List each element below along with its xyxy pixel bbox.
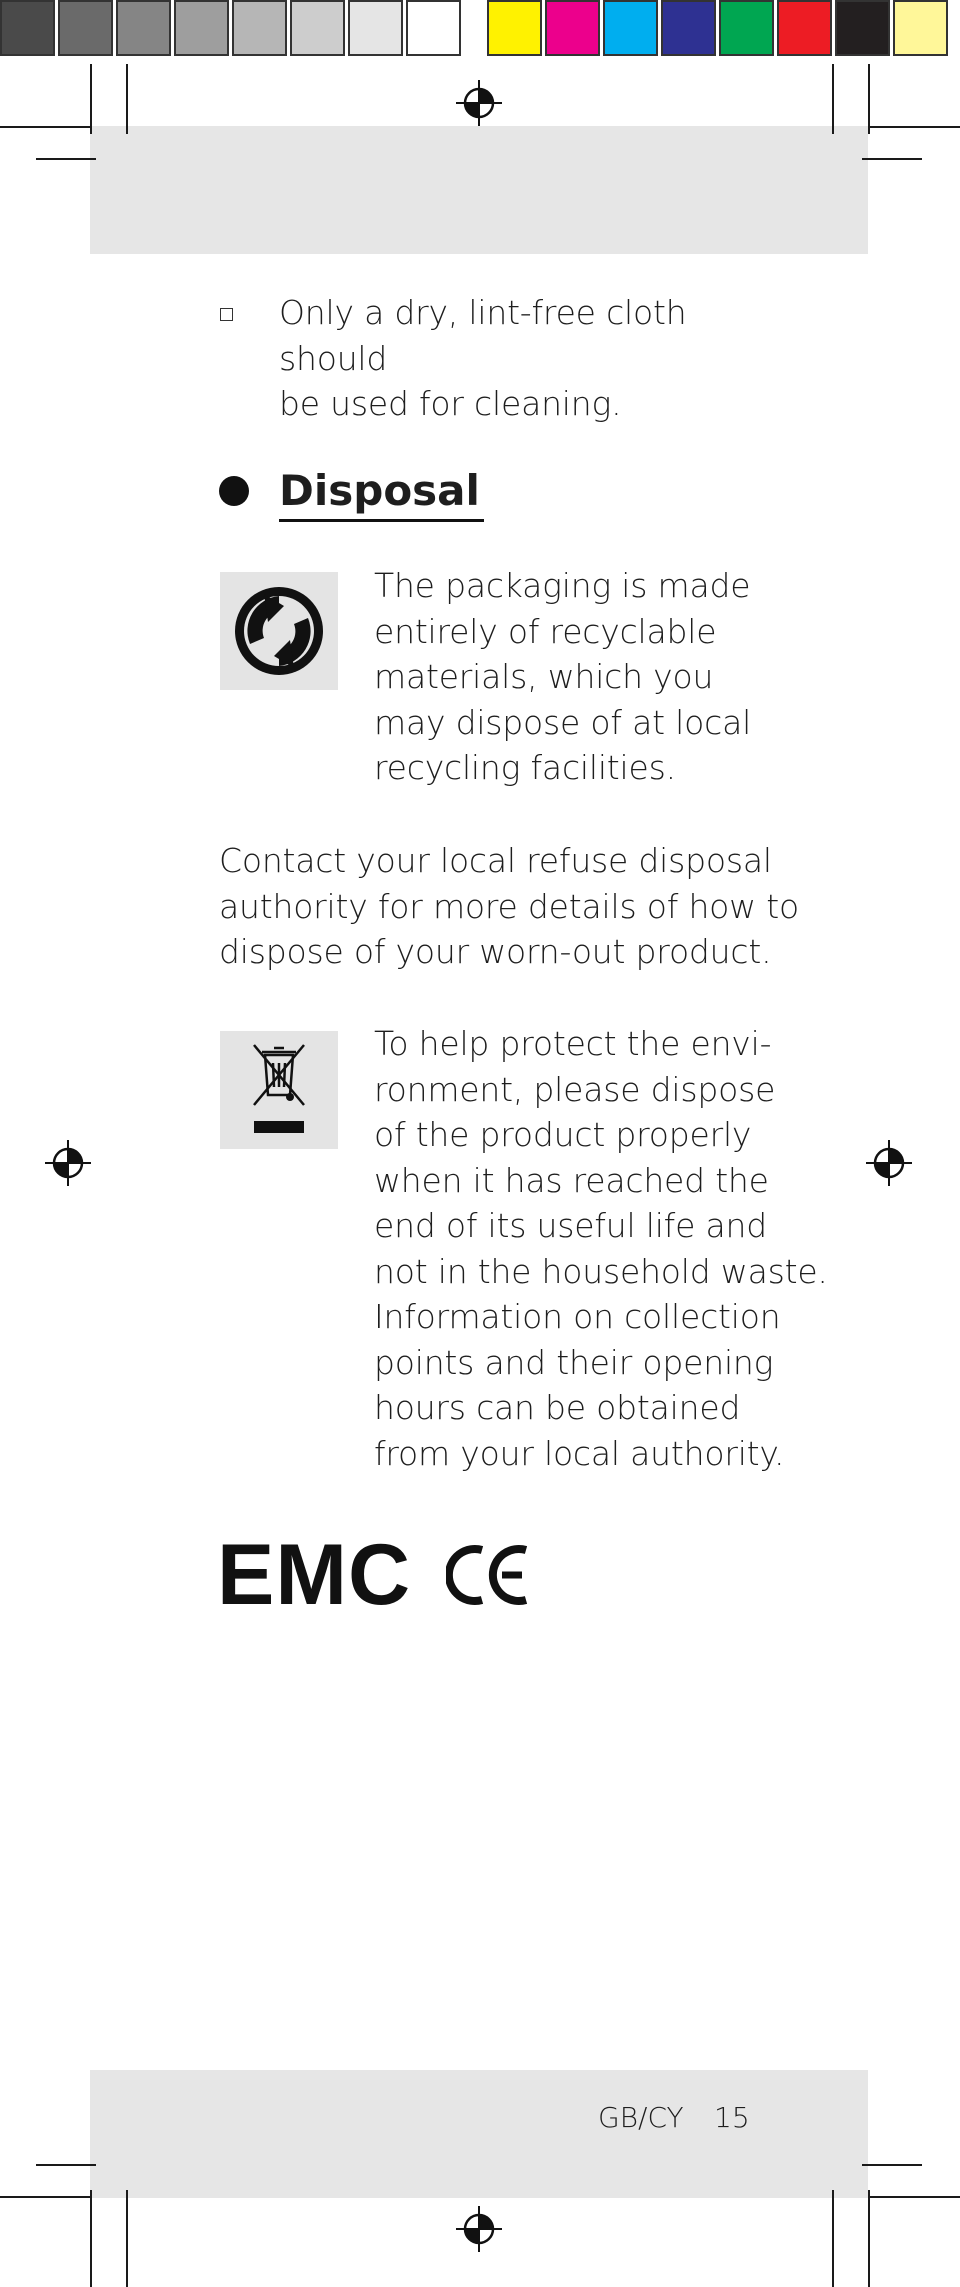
environment-line: end of its useful life and [374, 1206, 767, 1245]
environment-line: of the product properly [374, 1115, 752, 1154]
header-band [90, 126, 868, 254]
footer-band [90, 2070, 868, 2198]
color-swatch [835, 0, 890, 56]
crop-mark [832, 2190, 834, 2287]
bullet-square-icon [220, 308, 233, 321]
crop-mark [862, 2164, 922, 2166]
contact-line: authority for more details of how to [219, 886, 799, 926]
gray-swatch [348, 0, 403, 56]
color-swatch [487, 0, 542, 56]
environment-paragraph [374, 1021, 874, 1476]
cleaning-line: Only a dry, lint-free cloth should [279, 293, 687, 378]
registration-mark-icon [456, 2206, 502, 2252]
heading-bullet-icon [219, 476, 249, 506]
environment-line: when it has reached the [374, 1160, 769, 1200]
gray-calibration-strip [0, 0, 464, 60]
crop-mark [862, 158, 922, 160]
crop-mark [126, 64, 128, 134]
ce-mark-icon [446, 1542, 532, 1608]
color-swatch [545, 0, 600, 56]
crossed-out-wheelie-bin-icon [220, 1031, 338, 1149]
crop-mark [868, 2190, 870, 2287]
environment-line: not in the household waste. [374, 1251, 828, 1291]
crop-mark [0, 126, 90, 128]
gray-swatch [232, 0, 287, 56]
packaging-line: materials, which you [374, 657, 714, 696]
environment-line: hours can be obtained [374, 1388, 741, 1427]
crop-mark [126, 2190, 128, 2287]
gray-swatch [290, 0, 345, 56]
crop-mark [90, 2190, 92, 2287]
registration-mark-icon [456, 80, 502, 126]
recycling-symbol-icon [220, 572, 338, 690]
crop-mark [868, 64, 870, 134]
crop-mark [868, 2196, 960, 2198]
crop-mark [90, 64, 92, 134]
crop-mark [868, 126, 960, 128]
contact-line: Contact your local refuse disposal [219, 841, 772, 880]
weee-icon-box [220, 1031, 338, 1149]
environment-line: points and their opening [374, 1342, 774, 1382]
cleaning-instruction [279, 290, 799, 427]
section-heading-disposal: Disposal [279, 463, 484, 522]
color-calibration-strip [487, 0, 951, 60]
packaging-line: The packaging is made [374, 566, 751, 605]
packaging-paragraph [374, 563, 854, 791]
color-swatch [661, 0, 716, 56]
gray-swatch [406, 0, 461, 56]
environment-line: from your local authority. [374, 1433, 785, 1473]
crop-mark [0, 2196, 90, 2198]
packaging-line: may dispose of at local [374, 702, 752, 742]
packaging-line: recycling facilities. [374, 748, 676, 787]
ce-mark-label: CE [446, 1542, 448, 1543]
color-swatch [719, 0, 774, 56]
gray-swatch [174, 0, 229, 56]
cleaning-line: be used for cleaning. [279, 384, 622, 423]
crop-mark [832, 64, 834, 134]
contact-line: dispose of your worn-out product. [219, 932, 772, 971]
recycling-icon-box [220, 572, 338, 690]
gray-swatch [58, 0, 113, 56]
crop-mark [36, 158, 96, 160]
crop-mark [36, 2164, 96, 2166]
color-swatch [603, 0, 658, 56]
environment-line: Information on collection [374, 1297, 781, 1336]
gray-swatch [116, 0, 171, 56]
emc-mark: EMC [217, 1527, 412, 1623]
packaging-line: entirely of recyclable [374, 611, 717, 651]
footer-region: GB/CY [598, 2101, 684, 2134]
page-number: 15 [714, 2101, 750, 2134]
contact-paragraph [219, 838, 839, 975]
environment-line: ronment, please dispose [374, 1069, 776, 1109]
color-swatch [893, 0, 948, 56]
gray-swatch [0, 0, 55, 56]
environment-line: To help protect the envi- [374, 1024, 772, 1063]
registration-mark-icon [45, 1140, 91, 1186]
color-swatch [777, 0, 832, 56]
